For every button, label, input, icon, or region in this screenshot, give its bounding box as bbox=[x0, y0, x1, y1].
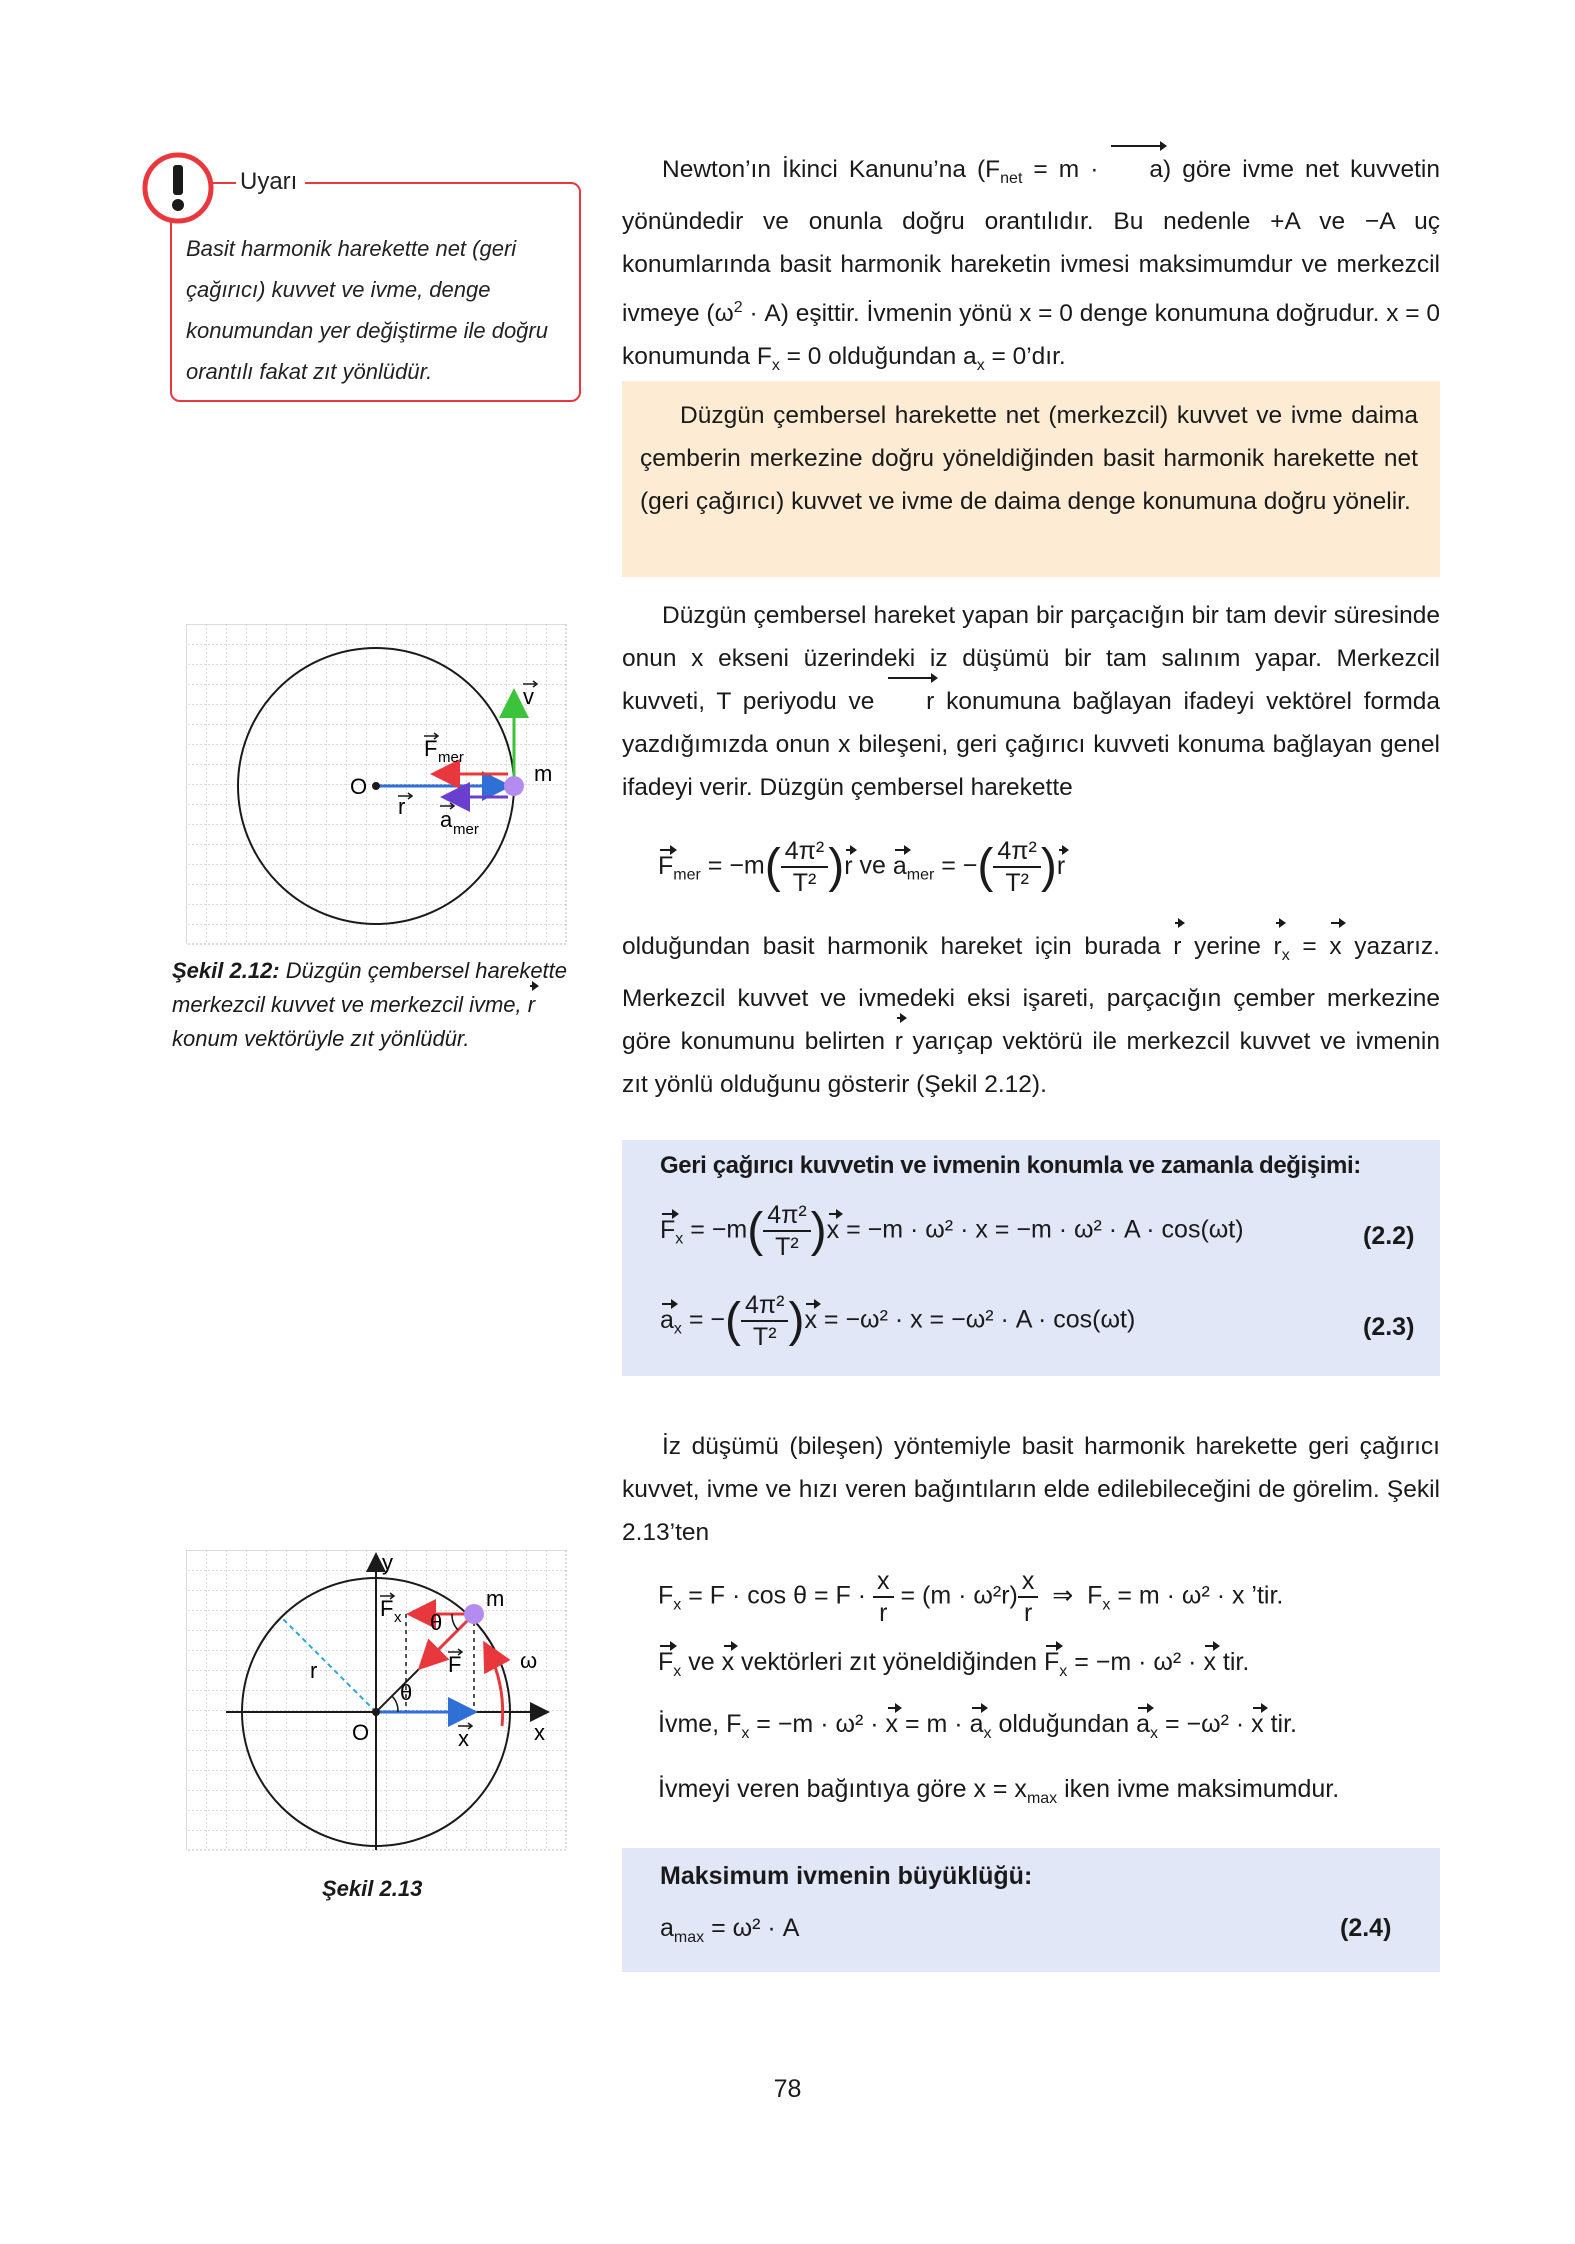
label-theta-2: θ bbox=[400, 1680, 413, 1705]
equation-2-3-number: (2.3) bbox=[1363, 1313, 1415, 1341]
equation-2-4-number: (2.4) bbox=[1340, 1914, 1392, 1942]
label-O: O bbox=[350, 774, 368, 799]
label-F: F bbox=[424, 736, 438, 761]
equation-2-2-number: (2.2) bbox=[1363, 1222, 1415, 1250]
label-a: a bbox=[440, 807, 453, 832]
label-F: F bbox=[448, 1652, 462, 1677]
label-x-vector: x bbox=[458, 1726, 469, 1751]
formula-centripetal: $F_{mer} = -m$( $\frac{\text{4π²}}{\text{T²}}$ )r ve $a_{mer}$ = −( $\frac{\text{4π²}}{\text{T²}}$ )r bbox=[658, 837, 1066, 897]
label-Fx: F bbox=[380, 1596, 394, 1621]
formula-box-restoring-title: Geri çağırıcı kuvvetin ve ivmenin konumla ve zamanla değişimi: bbox=[660, 1152, 1361, 1179]
figure-2-12-caption: Şekil 2.12: Düzgün çembersel harekette merkezcil kuvvet ve merkezcil ivme, r konum vektörüyle zıt yönlüdür. bbox=[172, 958, 568, 1051]
label-y: y bbox=[382, 1550, 393, 1575]
label-m: m bbox=[534, 761, 553, 786]
mass-ball bbox=[504, 776, 524, 796]
figure-2-13-caption: Şekil 2.13 bbox=[322, 1876, 423, 1901]
figure-2-13 bbox=[186, 1550, 568, 1852]
highlight-text: Düzgün çembersel harekette net (merkezcil) kuvvet ve ivme daima çemberin merkezine doğru yöneldiğinden basit harmonik harekette net (geri çağırıcı) kuvvet ve ivme de daima denge konumuna doğru yönelir. bbox=[640, 402, 1418, 515]
equation-2-2: $F_x = -m$( $\frac{\text{4π²}}{\text{T²}}$ )x = −m · ω² · x = −m · ω² · A · cos(ωt) bbox=[660, 1201, 1244, 1261]
label-O: O bbox=[352, 1720, 370, 1745]
label-x-axis: x bbox=[534, 1720, 545, 1745]
label-omega: ω bbox=[520, 1648, 538, 1673]
paragraph-4: İz düşümü (bileşen) yöntemiyle basit harmonik harekette geri çağırıcı kuvvet, ivme ve hızı veren bağıntıların elde edilebileceğini de görelim. Şekil 2.13’ten bbox=[622, 1433, 1440, 1546]
warning-icon bbox=[142, 152, 214, 224]
origin-point bbox=[372, 1708, 380, 1716]
page-number: 78 bbox=[773, 2075, 802, 2103]
label-F-sub: mer bbox=[438, 749, 464, 766]
label-Fx-sub: x bbox=[394, 1609, 402, 1626]
paragraph-2: Düzgün çembersel hareket yapan bir parçacığın bir tam devir süresinde onun x ekseni üzerindeki iz düşümü bir tam salınım yapar. Merkezcil kuvveti, T periyodu ve r konumuna bağlayan ifadeyi vektörel formda yazdığımızda onun x bileşeni, geri çağırıcı kuvveti konuma bağlayan genel ifadeyi verir. Düzgün çembersel harekette bbox=[622, 602, 1440, 801]
derivation-line-1: $F_x = F \cdot \cos \theta = F$ · $\frac{x}{r}$ = (m · ω²r) $\frac{x}{r}$ ⇒ $F_x = m \cdot \omega^2 \cdot x$ ’tir. bbox=[658, 1567, 1284, 1627]
derivation-line-3: İvme, $F_x = -m \cdot \omega^2 \cdot x = m \cdot a_x$ olduğundan $a_x = -\omega^2 \cdot x$ tir. bbox=[658, 1710, 1297, 1742]
intro-paragraph: Newton’ın İkinci Kanunu’na $(F_{net} = m \cdot a)$ göre ivme net kuvvetin yönündedir ve onunla doğru orantılıdır. Bu nedenle +A ve −A uç konumlarında basit harmonik hareketin ivmesi maksimumdur ve merkezcil ivmeye $(\omega^2 \cdot A)$ eşittir. İvmenin yönü x = 0 denge konumuna doğrudur. x = 0 konumunda $F_x = 0$ olduğundan $a_x$ = 0’dır. bbox=[622, 148, 1440, 387]
warning-text: Basit harmonik harekette net (geri çağırıcı) kuvvet ve ivme, denge konumundan yer değiştirme ile doğru orantılı fakat zıt yönlüdür. bbox=[186, 236, 548, 384]
figure-2-12 bbox=[186, 624, 568, 946]
label-theta-1: θ bbox=[430, 1610, 443, 1635]
warning-title: Uyarı bbox=[236, 168, 305, 196]
equation-2-4: $a_{max} = \omega^2 \cdot A$ bbox=[660, 1914, 800, 1946]
label-a-sub: mer bbox=[453, 821, 479, 838]
formula-box-max-accel-title: Maksimum ivmenin büyüklüğü: bbox=[660, 1862, 1033, 1890]
equation-2-3: $a_x$ = −( $\frac{\text{4π²}}{\text{T²}}$ )x = −ω² · x = −ω² · A · cos(ωt) bbox=[660, 1291, 1136, 1351]
paragraph-3: olduğundan basit harmonik hareket için burada r yerine $r_x = x$ yazarız. Merkezcil kuvvet ve ivmedeki eksi işareti, parçacığın çember merkezine göre konumunu belirten r yarıçap vektörü ile merkezcil kuvvet ve ivmenin zıt yönlü olduğunu gösterir (Şekil 2.12). bbox=[622, 925, 1440, 1106]
label-r: r bbox=[398, 794, 406, 819]
mass-ball bbox=[464, 1604, 484, 1624]
derivation-line-4: İvmeyi veren bağıntıya göre $x = x_{max}$ iken ivme maksimumdur. bbox=[658, 1775, 1340, 1807]
highlight-box bbox=[622, 381, 1440, 577]
label-v: v bbox=[523, 684, 534, 709]
center-point bbox=[372, 782, 380, 790]
label-r: r bbox=[310, 1658, 318, 1683]
derivation-line-2: $F_x$ ve x vektörleri zıt yöneldiğinden $F_x = -m \cdot \omega^2 \cdot x$ tir. bbox=[658, 1648, 1250, 1680]
label-m: m bbox=[486, 1586, 505, 1611]
